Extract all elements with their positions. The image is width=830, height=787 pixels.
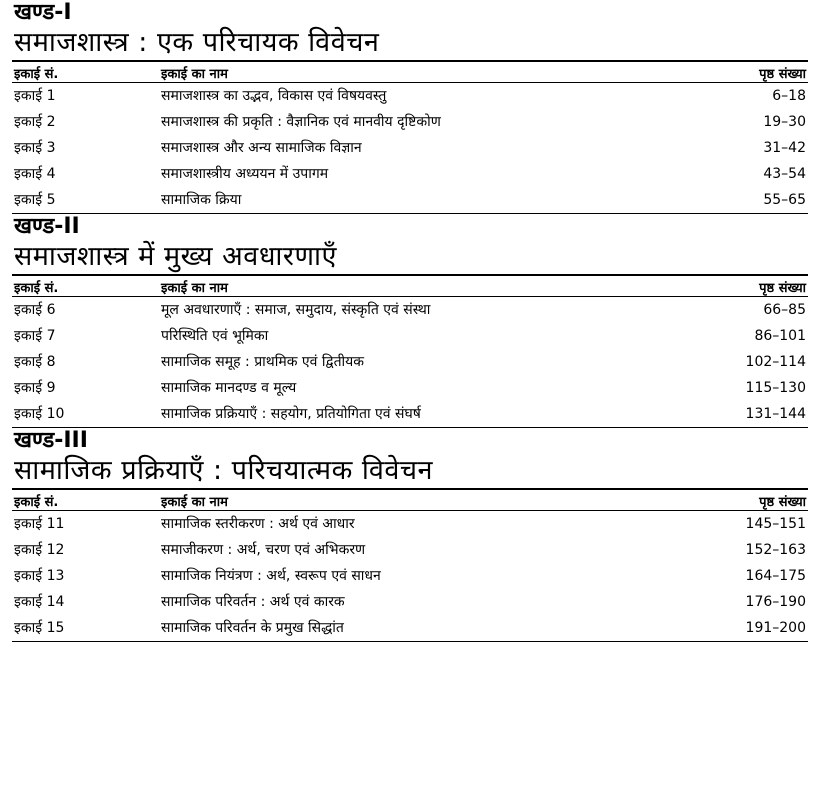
header-unit-name: इकाई का नाम bbox=[159, 61, 684, 83]
section-title: सामाजिक प्रक्रियाएँ : परिचयात्मक विवेचन bbox=[14, 455, 434, 486]
table-header-row bbox=[12, 489, 808, 511]
unit-number: इकाई 11 bbox=[14, 516, 65, 532]
page-range: 131–144 bbox=[684, 401, 808, 428]
unit-number: इकाई 14 bbox=[14, 594, 65, 610]
table-row bbox=[12, 563, 808, 589]
unit-number: इकाई 8 bbox=[14, 354, 56, 370]
table-row bbox=[12, 375, 808, 401]
table-row bbox=[12, 615, 808, 642]
unit-number: इकाई 3 bbox=[14, 140, 56, 156]
page-range: 191–200 bbox=[684, 615, 808, 642]
header-unit-no: इकाई सं. bbox=[12, 275, 159, 297]
unit-name: समाजीकरण : अर्थ, चरण एवं अभिकरण bbox=[161, 542, 366, 558]
header-page-no: पृष्ठ संख्या bbox=[684, 275, 808, 297]
table-row bbox=[12, 589, 808, 615]
unit-name: सामाजिक स्तरीकरण : अर्थ एवं आधार bbox=[161, 516, 355, 532]
page-range: 176–190 bbox=[745, 594, 806, 610]
page-range: 19–30 bbox=[763, 114, 806, 130]
header-page-no: पृष्ठ संख्या bbox=[684, 489, 808, 511]
unit-name: समाजशास्त्र का उद्भव, विकास एवं विषयवस्तु bbox=[161, 88, 387, 104]
units-table bbox=[12, 274, 808, 428]
unit-name: सामाजिक नियंत्रण : अर्थ, स्वरूप एवं साधन bbox=[161, 568, 381, 584]
table-row bbox=[12, 109, 808, 135]
unit-name: सामाजिक क्रिया bbox=[159, 187, 684, 214]
unit-name: सामाजिक मानदण्ड व मूल्य bbox=[161, 380, 297, 396]
unit-number: इकाई 10 bbox=[12, 401, 159, 428]
table-row bbox=[12, 83, 808, 110]
section-3 bbox=[12, 428, 808, 642]
section-title: समाजशास्त्र : एक परिचायक विवेचन bbox=[14, 27, 380, 58]
section-1 bbox=[12, 0, 808, 214]
table-row bbox=[12, 161, 808, 187]
unit-name: मूल अवधारणाएँ : समाज, समुदाय, संस्कृति एवं संस्था bbox=[161, 302, 431, 318]
unit-name: सामाजिक प्रक्रियाएँ : सहयोग, प्रतियोगिता एवं संघर्ष bbox=[159, 401, 684, 428]
unit-number: इकाई 5 bbox=[12, 187, 159, 214]
section-heading: खण्ड-I bbox=[14, 0, 72, 25]
table-row bbox=[12, 511, 808, 538]
page-range: 43–54 bbox=[763, 166, 806, 182]
header-unit-name: इकाई का नाम bbox=[159, 275, 684, 297]
unit-name: समाजशास्त्र और अन्य सामाजिक विज्ञान bbox=[161, 140, 362, 156]
section-heading: खण्ड-III bbox=[14, 428, 88, 453]
page-range: 66–85 bbox=[763, 302, 806, 318]
unit-number: इकाई 7 bbox=[14, 328, 56, 344]
page-range: 115–130 bbox=[745, 380, 806, 396]
page-range: 145–151 bbox=[745, 516, 806, 532]
page-range: 31–42 bbox=[763, 140, 806, 156]
header-unit-name: इकाई का नाम bbox=[159, 489, 684, 511]
section-heading: खण्ड-II bbox=[14, 214, 80, 239]
table-row bbox=[12, 401, 808, 428]
table-row bbox=[12, 349, 808, 375]
unit-name: समाजशास्त्रीय अध्ययन में उपागम bbox=[161, 166, 329, 182]
unit-name: सामाजिक परिवर्तन के प्रमुख सिद्धांत bbox=[159, 615, 684, 642]
section-title: समाजशास्त्र में मुख्य अवधारणाएँ bbox=[14, 241, 337, 272]
page-range: 55–65 bbox=[684, 187, 808, 214]
unit-number: इकाई 13 bbox=[14, 568, 65, 584]
unit-number: इकाई 6 bbox=[14, 302, 56, 318]
page-range: 164–175 bbox=[745, 568, 806, 584]
unit-number: इकाई 9 bbox=[14, 380, 56, 396]
table-row bbox=[12, 187, 808, 214]
page-range: 6–18 bbox=[772, 88, 806, 104]
header-unit-no: इकाई सं. bbox=[12, 61, 159, 83]
unit-name: समाजशास्त्र की प्रकृति : वैज्ञानिक एवं मानवीय दृष्टिकोण bbox=[161, 114, 441, 130]
page-range: 86–101 bbox=[754, 328, 806, 344]
units-table bbox=[12, 488, 808, 642]
page-range: 152–163 bbox=[745, 542, 806, 558]
table-header-row bbox=[12, 275, 808, 297]
units-table bbox=[12, 60, 808, 214]
unit-name: सामाजिक समूह : प्राथमिक एवं द्वितीयक bbox=[161, 354, 365, 370]
table-row bbox=[12, 323, 808, 349]
table-row bbox=[12, 537, 808, 563]
unit-number: इकाई 1 bbox=[14, 88, 56, 104]
table-row bbox=[12, 297, 808, 324]
unit-number: इकाई 12 bbox=[14, 542, 65, 558]
header-unit-no: इकाई सं. bbox=[12, 489, 159, 511]
unit-number: इकाई 15 bbox=[12, 615, 159, 642]
unit-name: परिस्थिति एवं भूमिका bbox=[161, 328, 269, 344]
page-range: 102–114 bbox=[745, 354, 806, 370]
contents-page bbox=[12, 0, 808, 642]
unit-name: सामाजिक परिवर्तन : अर्थ एवं कारक bbox=[161, 594, 345, 610]
section-2 bbox=[12, 214, 808, 428]
table-row bbox=[12, 135, 808, 161]
table-header-row bbox=[12, 61, 808, 83]
unit-number: इकाई 2 bbox=[14, 114, 56, 130]
unit-number: इकाई 4 bbox=[14, 166, 56, 182]
header-page-no: पृष्ठ संख्या bbox=[684, 61, 808, 83]
